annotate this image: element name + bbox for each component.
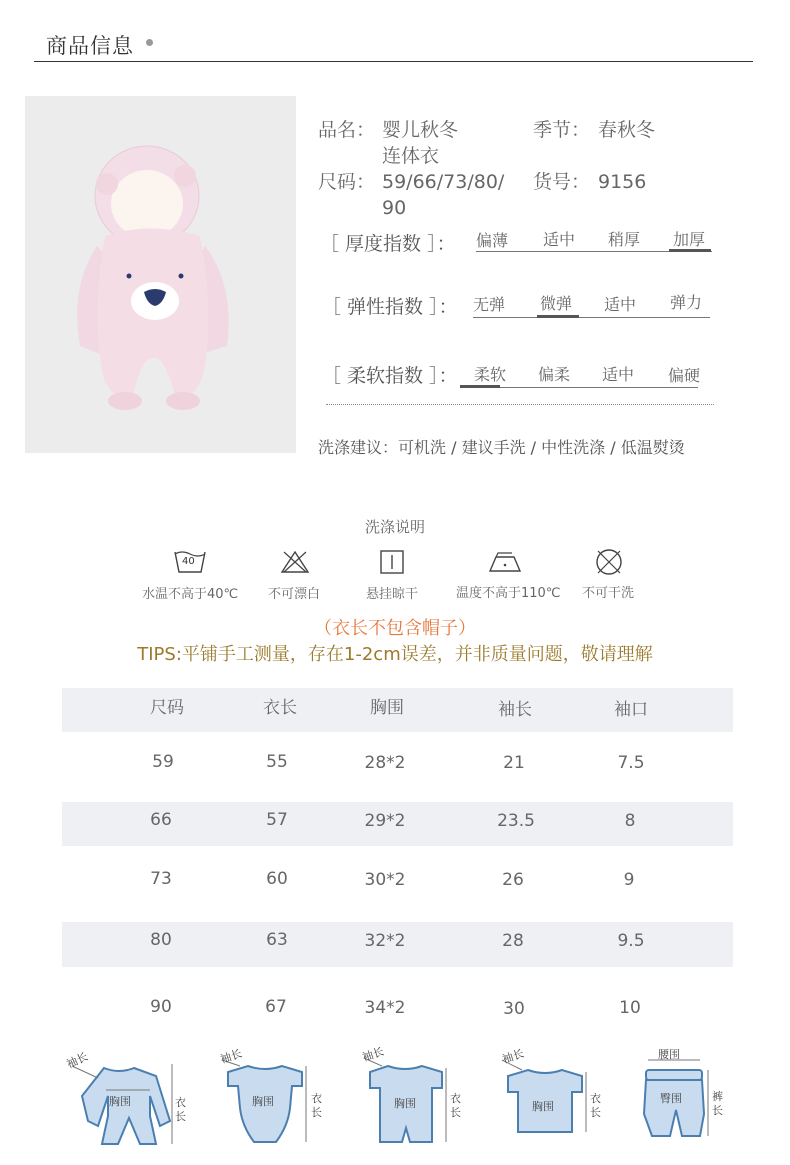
table-cell: 59 bbox=[152, 752, 174, 772]
softness-level-3: 适中 bbox=[602, 365, 635, 384]
season-label: 季节： bbox=[533, 119, 591, 141]
no-bleach-icon bbox=[280, 550, 310, 574]
table-header-cuff: 袖口 bbox=[614, 700, 648, 720]
table-cell: 63 bbox=[266, 930, 288, 950]
table-cell: 7.5 bbox=[617, 753, 645, 773]
iron-icon bbox=[488, 551, 522, 573]
chest-label: 胸围 bbox=[394, 1097, 416, 1110]
wash-item-label: 悬挂晾干 bbox=[366, 587, 419, 602]
sleeve-label: 袖长 bbox=[500, 1046, 526, 1067]
table-cell: 55 bbox=[266, 752, 288, 772]
title-dot bbox=[146, 39, 153, 46]
sleeve-label: 袖长 bbox=[360, 1044, 386, 1065]
table-cell: 28*2 bbox=[364, 753, 406, 773]
wash-instructions-title: 洗涤说明 bbox=[364, 518, 425, 536]
sku-label: 货号： bbox=[533, 171, 591, 193]
diagram-long-romper bbox=[64, 1046, 194, 1156]
table-header-chest: 胸围 bbox=[370, 698, 404, 718]
romper-photo-illustration bbox=[25, 96, 296, 453]
table-cell: 28 bbox=[502, 931, 524, 951]
pants-length-label: 裤长 bbox=[712, 1090, 723, 1117]
length-label: 衣长 bbox=[175, 1096, 186, 1123]
size-line1: 59/66/73/80/ bbox=[382, 171, 505, 193]
elasticity-level-4: 弹力 bbox=[670, 293, 703, 312]
chest-label: 胸围 bbox=[252, 1095, 274, 1108]
elasticity-level-1: 无弹 bbox=[473, 295, 506, 314]
length-label: 衣长 bbox=[590, 1092, 601, 1119]
product-name-line2: 连体衣 bbox=[382, 145, 440, 167]
table-cell: 90 bbox=[150, 997, 172, 1017]
wash-item-label: 不可漂白 bbox=[268, 587, 321, 602]
thickness-level-3: 稍厚 bbox=[608, 230, 641, 249]
table-header-sleeve: 袖长 bbox=[498, 700, 532, 720]
size-line2: 90 bbox=[382, 197, 407, 219]
thickness-level-1: 偏薄 bbox=[476, 231, 509, 250]
product-name-label: 品名： bbox=[318, 119, 376, 141]
length-label: 衣长 bbox=[311, 1092, 322, 1119]
table-cell: 66 bbox=[150, 810, 172, 830]
product-image bbox=[25, 96, 296, 453]
table-cell: 23.5 bbox=[497, 811, 535, 831]
tips-note: TIPS:平铺手工测量，存在1-2cm误差，并非质量问题，敬请理解 bbox=[137, 644, 653, 665]
diagram-bodysuit bbox=[218, 1046, 333, 1156]
length-label: 衣长 bbox=[450, 1092, 461, 1119]
elasticity-selected-marker bbox=[537, 315, 579, 318]
table-cell: 30 bbox=[503, 999, 525, 1019]
softness-level-2: 偏柔 bbox=[538, 365, 571, 384]
thickness-index-label: ［ 厚度指数 ］： bbox=[320, 233, 456, 255]
wash-40-icon bbox=[172, 548, 208, 574]
diagram-pants bbox=[638, 1044, 738, 1156]
wash-advice: 洗涤建议：可机洗 / 建议手洗 / 中性洗涤 / 低温熨烫 bbox=[318, 438, 685, 457]
diagram-tshirt bbox=[498, 1046, 613, 1156]
table-cell: 80 bbox=[150, 930, 172, 950]
waist-label: 腰围 bbox=[658, 1048, 680, 1061]
wash-item-label: 不可干洗 bbox=[582, 586, 635, 601]
elasticity-index-label: ［ 弹性指数 ］： bbox=[322, 296, 458, 318]
season-value: 春秋冬 bbox=[598, 119, 656, 141]
table-cell: 32*2 bbox=[364, 931, 406, 951]
softness-level-1: 柔软 bbox=[474, 365, 507, 384]
softness-index-label: ［ 柔软指数 ］： bbox=[322, 365, 458, 387]
diagram-short-romper bbox=[358, 1046, 473, 1156]
sleeve-label: 袖长 bbox=[64, 1049, 90, 1071]
table-cell: 9.5 bbox=[617, 931, 645, 951]
table-cell: 57 bbox=[266, 810, 288, 830]
elasticity-scale-line bbox=[473, 317, 710, 318]
elasticity-level-2: 微弹 bbox=[540, 294, 573, 313]
table-cell: 9 bbox=[623, 870, 635, 890]
wash-item-label: 温度不高于110℃ bbox=[456, 586, 561, 601]
elasticity-level-3: 适中 bbox=[604, 295, 637, 314]
table-cell: 34*2 bbox=[364, 998, 406, 1018]
product-name-line1: 婴儿秋冬 bbox=[382, 119, 459, 141]
table-cell: 73 bbox=[150, 869, 172, 889]
header-divider bbox=[34, 61, 753, 62]
softness-level-4: 偏硬 bbox=[668, 366, 701, 385]
chest-label: 胸围 bbox=[109, 1095, 131, 1108]
dotted-divider bbox=[326, 404, 714, 405]
section-title: 商品信息 bbox=[46, 34, 134, 58]
thickness-selected-marker bbox=[669, 249, 711, 252]
table-header-size: 尺码 bbox=[150, 698, 184, 718]
table-cell: 21 bbox=[503, 753, 525, 773]
table-cell: 60 bbox=[266, 869, 288, 889]
length-note: （衣长不包含帽子） bbox=[314, 618, 476, 639]
softness-selected-marker bbox=[460, 385, 500, 388]
hang-dry-icon bbox=[380, 550, 404, 574]
table-cell: 8 bbox=[624, 811, 636, 831]
hip-label: 臀围 bbox=[660, 1092, 682, 1105]
table-header-length: 衣长 bbox=[263, 698, 297, 718]
size-label: 尺码： bbox=[318, 171, 376, 193]
table-cell: 10 bbox=[619, 998, 641, 1018]
wash-item-label: 水温不高于40℃ bbox=[142, 587, 239, 602]
wash-temp-text: 40 bbox=[182, 556, 195, 567]
sleeve-label: 袖长 bbox=[218, 1046, 244, 1067]
table-cell: 30*2 bbox=[364, 870, 406, 890]
chest-label: 胸围 bbox=[532, 1100, 554, 1113]
table-cell: 67 bbox=[265, 997, 287, 1017]
no-dry-clean-icon bbox=[595, 548, 623, 576]
thickness-level-2: 适中 bbox=[543, 230, 576, 249]
thickness-level-4: 加厚 bbox=[673, 230, 706, 249]
table-cell: 26 bbox=[502, 870, 524, 890]
sku-value: 9156 bbox=[598, 171, 647, 193]
table-cell: 29*2 bbox=[364, 811, 406, 831]
